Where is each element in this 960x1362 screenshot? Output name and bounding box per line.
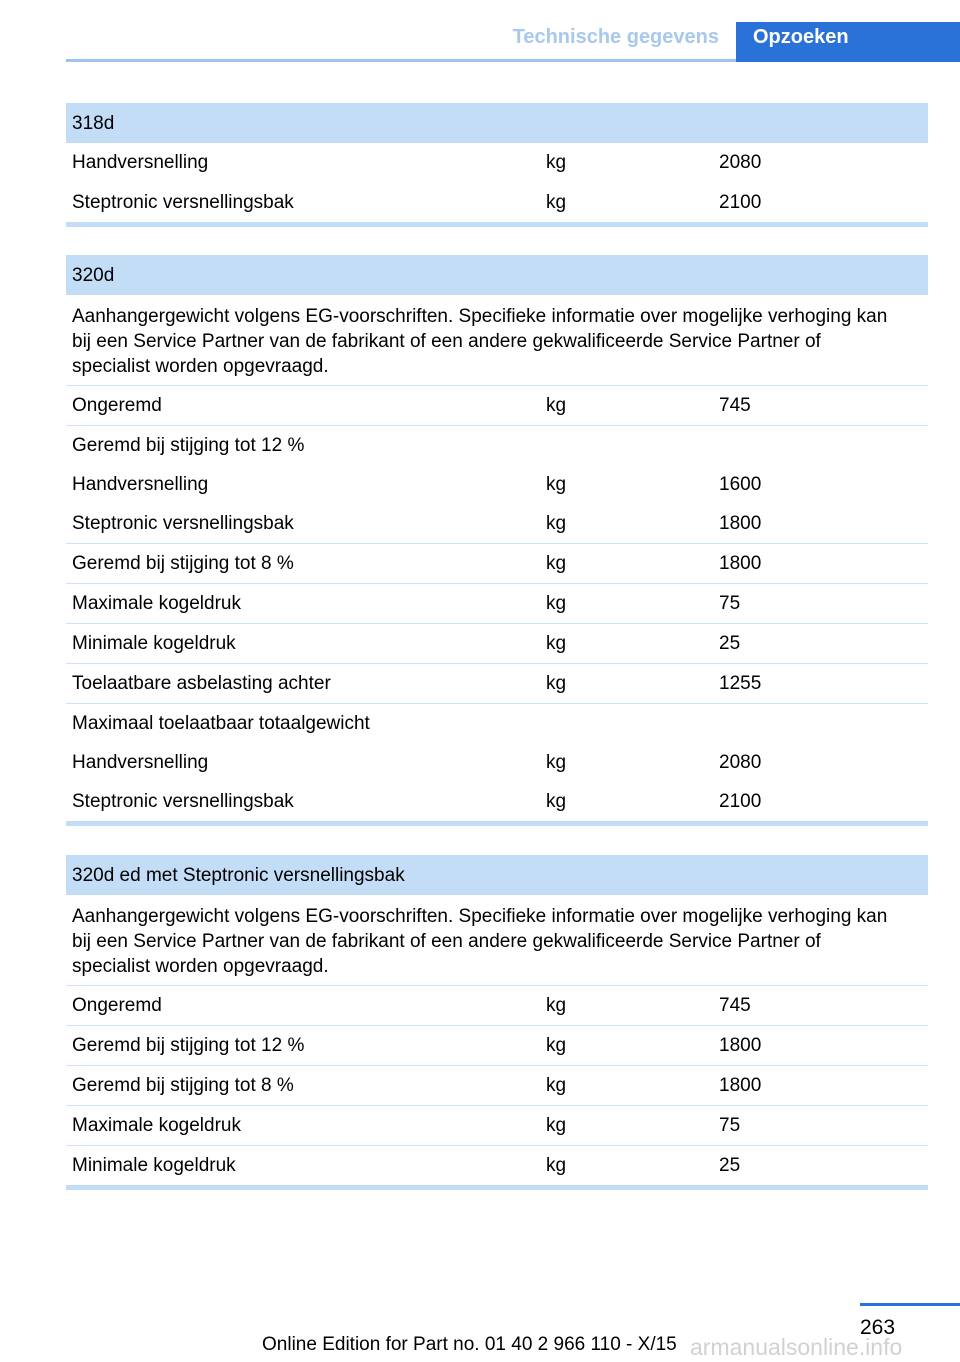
- row-label: Geremd bij stijging tot 12 %: [72, 435, 305, 456]
- table-320d-ed: [66, 855, 928, 1190]
- row-unit: kg: [546, 474, 567, 495]
- table-row: [66, 663, 928, 703]
- row-unit: kg: [546, 1155, 567, 1176]
- row-value: 745: [719, 995, 751, 1016]
- row-value: 1255: [719, 673, 762, 694]
- table-row: [66, 782, 928, 821]
- row-unit: kg: [546, 152, 567, 173]
- row-label: Toelaatbare asbelasting achter: [72, 673, 331, 694]
- row-label: Handversnelling: [72, 474, 209, 495]
- row-unit: kg: [546, 673, 567, 694]
- row-label: Geremd bij stijging tot 8 %: [72, 553, 294, 574]
- section-title: 320d ed met Steptronic versnellingsbak: [66, 855, 928, 895]
- table-row: [66, 183, 928, 222]
- table-320d: [66, 255, 928, 826]
- section-title: 320d: [66, 255, 928, 295]
- row-value: 25: [719, 1155, 741, 1176]
- table-row: [66, 143, 928, 183]
- row-value: 75: [719, 1115, 741, 1136]
- row-label: Geremd bij stijging tot 8 %: [72, 1075, 294, 1096]
- row-label: Handversnelling: [72, 752, 209, 773]
- row-label: Steptronic versnellingsbak: [72, 791, 294, 812]
- row-label: Minimale kogeldruk: [72, 1155, 236, 1176]
- section-tab[interactable]: Technische gegevens: [512, 26, 719, 48]
- section-note: Aanhangergewicht volgens EG-voorschriften. Specifieke informatie over mogelijke verhoging kan bij een Service Partner van de fabrikant of een andere gekwalificeerde Service Partner of specialist worden opgevraagd.: [72, 306, 888, 377]
- row-value: 745: [719, 395, 751, 416]
- table-row: [66, 1025, 928, 1065]
- table-row: [66, 425, 928, 465]
- edition-text: Online Edition for Part no. 01 40 2 966 110 - X/15: [262, 1334, 677, 1355]
- table-row: [66, 385, 928, 425]
- row-unit: kg: [546, 192, 567, 213]
- row-value: 75: [719, 593, 741, 614]
- row-label: Maximale kogeldruk: [72, 593, 241, 614]
- table-row: [66, 1105, 928, 1145]
- table-row: [66, 504, 928, 543]
- table-row: [66, 623, 928, 663]
- table-row: [66, 583, 928, 623]
- row-label: Ongeremd: [72, 995, 162, 1016]
- row-value: 1800: [719, 1075, 762, 1096]
- row-unit: kg: [546, 752, 567, 773]
- row-label: Geremd bij stijging tot 12 %: [72, 1035, 305, 1056]
- footer-accent-line: [860, 1303, 960, 1306]
- page-number: 263: [860, 1316, 896, 1339]
- row-unit: kg: [546, 395, 567, 416]
- row-value: 2080: [719, 752, 762, 773]
- table-row: [66, 703, 928, 743]
- row-label: Maximaal toelaatbaar totaalgewicht: [72, 713, 370, 734]
- row-unit: kg: [546, 1075, 567, 1096]
- section-note: Aanhangergewicht volgens EG-voorschriften. Specifieke informatie over mogelijke verhoging kan bij een Service Partner van de fabrikant of een andere gekwalificeerde Service Partner of specialist worden opgevraagd.: [72, 906, 888, 977]
- table-row: [66, 985, 928, 1025]
- row-value: 2100: [719, 791, 762, 812]
- row-label: Steptronic versnellingsbak: [72, 513, 294, 534]
- row-label: Maximale kogeldruk: [72, 1115, 241, 1136]
- table-318d: [66, 103, 928, 227]
- row-unit: kg: [546, 791, 567, 812]
- table-row: [66, 743, 928, 782]
- row-unit: kg: [546, 553, 567, 574]
- watermark: armanualsonline.info: [690, 1334, 903, 1360]
- row-unit: kg: [546, 633, 567, 654]
- row-value: 1600: [719, 474, 762, 495]
- row-value: 2080: [719, 152, 762, 173]
- row-label: Ongeremd: [72, 395, 162, 416]
- table-row: [66, 465, 928, 504]
- row-unit: kg: [546, 513, 567, 534]
- active-tab[interactable]: Opzoeken: [736, 22, 960, 62]
- row-unit: kg: [546, 593, 567, 614]
- row-label: Handversnelling: [72, 152, 209, 173]
- table-row: [66, 1065, 928, 1105]
- table-row: [66, 543, 928, 583]
- row-value: 25: [719, 633, 741, 654]
- row-value: 1800: [719, 513, 762, 534]
- row-value: 1800: [719, 1035, 762, 1056]
- row-label: Minimale kogeldruk: [72, 633, 236, 654]
- row-value: 1800: [719, 553, 762, 574]
- row-unit: kg: [546, 995, 567, 1016]
- table-row: [66, 1145, 928, 1185]
- section-title: 318d: [66, 103, 928, 143]
- row-label: Steptronic versnellingsbak: [72, 192, 294, 213]
- row-unit: kg: [546, 1115, 567, 1136]
- row-value: 2100: [719, 192, 762, 213]
- row-unit: kg: [546, 1035, 567, 1056]
